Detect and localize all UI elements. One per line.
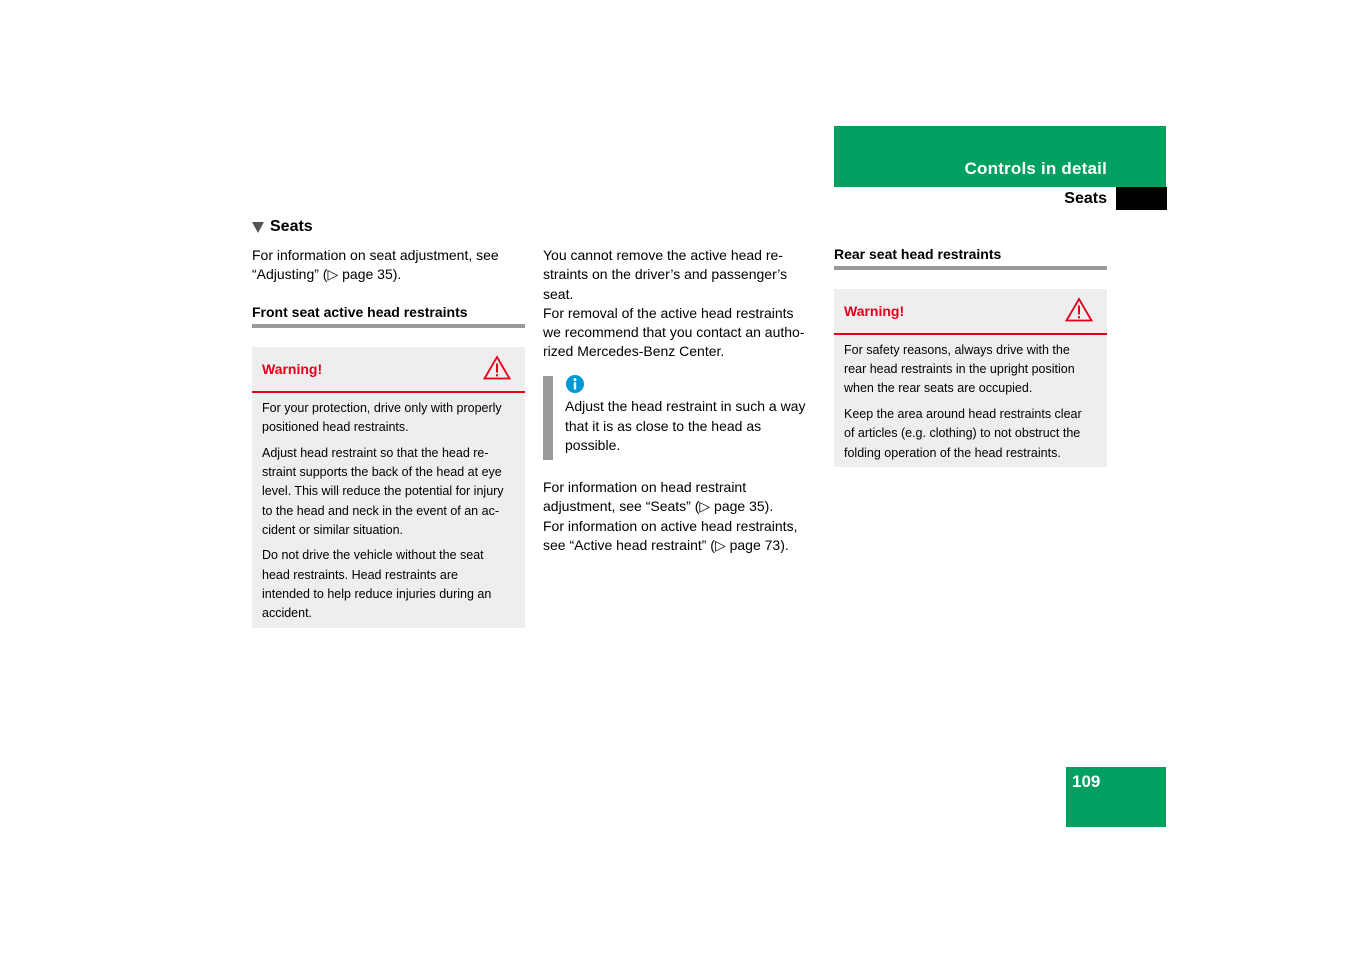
chapter-title: Controls in detail [964, 159, 1107, 178]
col1-subheading: Front seat active head restraints [252, 304, 468, 320]
warning-paragraph: For your protection, drive only with properly positioned head restraints. [262, 401, 502, 435]
warning-paragraph: For safety reasons, always drive with the rear head restraints in the upright position when the rear seats are occupied. [844, 343, 1075, 396]
warning-paragraph: Do not drive the vehicle without the seat head restraints. Head restraints are intended to help reduce injuries during an accident. [262, 548, 492, 621]
page-number: 109 [1072, 772, 1101, 791]
info-note-text: Adjust the head restraint in such a way that it is as close to the head as possible. [565, 398, 806, 453]
col2-paragraph-2: For information on head restraint adjustment, see “Seats” (▷ page 35). For information on active head restraints, see “Active head restraint” (▷ page 73). [543, 479, 798, 553]
warning-title: Warning! [844, 303, 905, 319]
warning-body [252, 393, 525, 631]
warning-paragraph: Keep the area around head restraints clear of articles (e.g. clothing) to not obstruct the folding operation of the head restraints. [844, 407, 1082, 460]
warning-header [834, 289, 1107, 335]
section-title: Seats [1064, 190, 1107, 207]
section-tab-marker [1116, 187, 1167, 210]
section-heading-text: Seats [270, 218, 313, 235]
col1-subheading-rule [252, 324, 525, 328]
warning-header [252, 347, 525, 393]
col1-warning-box [252, 347, 525, 628]
col2-paragraph-1: You cannot remove the active head re- straints on the driver’s and passenger’s seat. For removal of the active head restraints we recommend that you contact an autho- rized Mercedes-Benz Center. [543, 247, 805, 360]
col3-subheading-rule [834, 266, 1107, 270]
warning-triangle-icon [1065, 297, 1093, 322]
triangle-bullet-icon [252, 222, 264, 233]
col3-subheading: Rear seat head restraints [834, 246, 1002, 262]
warning-triangle-icon [483, 355, 511, 380]
info-side-bar [543, 376, 553, 460]
col3-warning-box [834, 289, 1107, 467]
warning-title: Warning! [262, 361, 323, 377]
warning-body [834, 335, 1107, 471]
col1-intro: For information on seat adjustment, see “Adjusting” (▷ page 35). [252, 247, 499, 283]
warning-paragraph: Adjust head restraint so that the head re- straint supports the back of the head at eye level. This will reduce the potential for injury to the head and neck in the event of an ac- cident or similar situation. [262, 445, 504, 537]
info-icon [566, 375, 584, 393]
section-heading [252, 218, 313, 236]
